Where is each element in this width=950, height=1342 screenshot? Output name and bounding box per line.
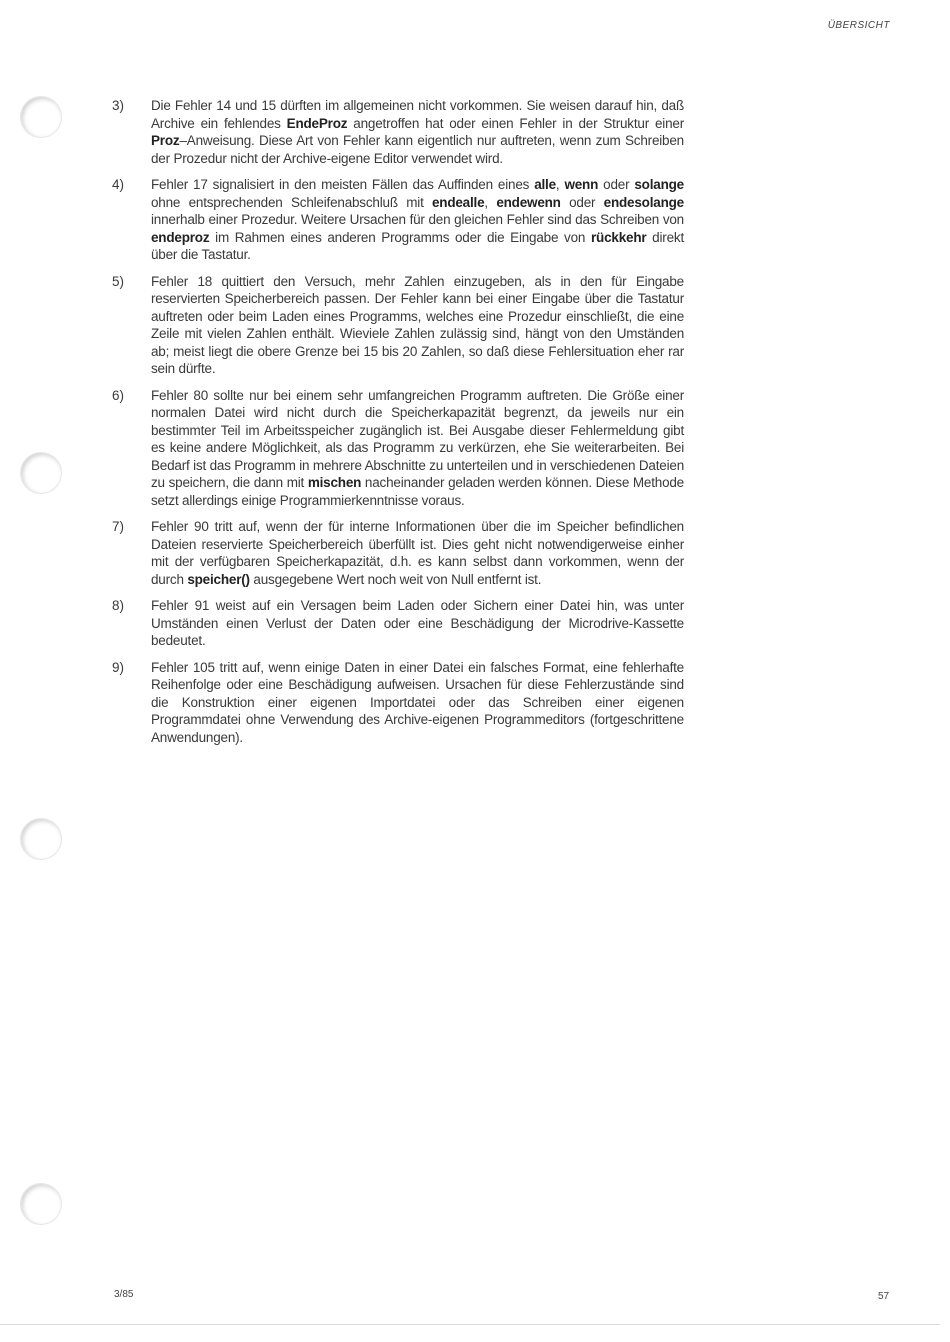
item-text bbox=[151, 518, 684, 588]
text-run: Fehler 17 signalisiert in den meisten Fällen das Auffinden eines bbox=[151, 177, 535, 192]
item-number: 3) bbox=[112, 98, 125, 113]
text-run: oder bbox=[560, 194, 604, 210]
keyword: alle bbox=[534, 177, 556, 192]
keyword: endewenn bbox=[496, 194, 561, 210]
list-item bbox=[112, 387, 684, 510]
keyword: speicher() bbox=[187, 571, 250, 587]
text-run: Die Fehler 14 und 15 dürften im allgemeinen nicht vorkommen. Sie weisen darauf hin, daß Archive ein fehlendes bbox=[151, 98, 684, 131]
keyword: rückkehr bbox=[590, 229, 647, 245]
section-header: ÜBERSICHT bbox=[827, 20, 890, 31]
text-run: , bbox=[484, 194, 497, 210]
punch-hole bbox=[20, 452, 62, 494]
text-run: Fehler 90 tritt auf, wenn der für interne Informationen über die im Speicher befindlichen Dateien reservierte Speicherbereich überfüllt ist. Dies geht nicht notwendigerweise einher mit der verfügbaren Speicherkapazität, d.h. es kann selbst dann vorkommen, wenn der durch bbox=[151, 519, 684, 587]
keyword: endesolange bbox=[603, 194, 684, 210]
item-number: 5) bbox=[112, 273, 125, 289]
keyword: Proz bbox=[151, 133, 180, 148]
keyword: endeproz bbox=[151, 229, 210, 245]
text-run: Fehler 105 tritt auf, wenn einige Daten in einer Datei ein falsches Format, eine fehlerhafte Reihenfolge oder eine Beschädigung aufweisen. Ursachen für diese Fehlerzustände sind die Konstruktion einer eigenen Importdatei oder das Schreiben einer eigenen Programmdatei ohne Verwendung des Archive-eigenen Programmeditors (fortgeschrittene Anwendungen). bbox=[151, 659, 684, 745]
list-item bbox=[112, 518, 684, 588]
item-number: 6) bbox=[112, 387, 125, 403]
text-run: angetroffen hat oder einen Fehler in der Struktur einer bbox=[347, 115, 684, 131]
item-text bbox=[151, 597, 684, 650]
punch-hole bbox=[20, 1183, 62, 1225]
punch-hole bbox=[20, 96, 62, 138]
punch-hole bbox=[20, 818, 62, 860]
list-item bbox=[112, 176, 684, 264]
item-text bbox=[151, 176, 684, 264]
text-run: Fehler 18 quittiert den Versuch, mehr Zahlen einzugeben, als in den für Eingabe reservierten Speicherbereich passen. Der Fehler kann bei einer Eingabe über die Tastatur auftreten oder beim Laden eines Programms, welches eine Prozedur einschließt, die eine Zeile mit vielen Zahlen enthält. Wieviele Zahlen zulässig sind, hängt von den Umständen ab; meist liegt die obere Grenze bei 15 bis 20 Zahlen, so daß diese Fehlersituation eher rar sein dürfte. bbox=[151, 273, 684, 376]
item-text bbox=[151, 387, 684, 510]
text-run: –Anweisung. Diese Art von Fehler kann eigentlich nur auftreten, wenn zum Schreiben der Prozedur nicht der Archive-eigene Editor verwendet wird. bbox=[151, 133, 684, 166]
text-run: Fehler 91 weist auf ein Versagen beim Laden oder Sichern einer Datei hin, was unter Umständen einen Verlust der Daten oder eine Beschädigung der Microdrive-Kassette bedeutet. bbox=[151, 598, 684, 648]
keyword: wenn bbox=[564, 177, 599, 192]
page-edge-line bbox=[0, 1324, 940, 1325]
list-item bbox=[112, 273, 684, 378]
text-run: nacheinander geladen werden können. Diese Methode setzt allerdings einige Programmierkenntnisse voraus. bbox=[151, 475, 684, 508]
list-item bbox=[112, 659, 684, 747]
text-run: im Rahmen eines anderen Programms oder die Eingabe von bbox=[209, 229, 591, 245]
text-run: innerhalb einer Prozedur. Weitere Ursachen für den gleichen Fehler sind das Schreiben von bbox=[151, 212, 684, 227]
keyword: EndeProz bbox=[286, 115, 348, 131]
page-number: 57 bbox=[878, 1291, 890, 1302]
item-number: 7) bbox=[112, 519, 125, 534]
list-item bbox=[112, 97, 684, 167]
item-number: 8) bbox=[112, 598, 125, 613]
list-item bbox=[112, 597, 684, 650]
item-text bbox=[151, 273, 684, 378]
text-run: ohne entsprechenden Schleifenabschluß mit bbox=[151, 194, 432, 210]
item-text bbox=[151, 97, 684, 167]
text-run: , bbox=[555, 177, 565, 192]
item-text bbox=[151, 659, 684, 747]
keyword: mischen bbox=[307, 475, 362, 490]
text-run: oder bbox=[598, 177, 635, 192]
error-notes-list bbox=[112, 97, 684, 755]
keyword: endealle bbox=[431, 194, 485, 210]
text-run: direkt über die Tastatur. bbox=[151, 229, 684, 262]
text-run: ausgegebene Wert noch weit von Null entfernt ist. bbox=[249, 571, 542, 587]
edition-date: 3/85 bbox=[114, 1289, 134, 1300]
item-number: 4) bbox=[112, 177, 125, 192]
keyword: solange bbox=[634, 177, 684, 192]
item-number: 9) bbox=[112, 659, 125, 675]
text-run: Fehler 80 sollte nur bei einem sehr umfangreichen Programm auftreten. Die Größe einer normalen Datei wird nicht durch die Speicherkapazität begrenzt, da jeweils nur ein bestimmter Teil im Arbeitsspeicher zugänglich ist. Bei Ausgabe dieser Fehlermeldung gibt es keine andere Möglichkeit, als das Programm zu verkürzen, ehe Sie weiterarbeiten. Bei Bedarf ist das Programm in mehrere Abschnitte zu unterteilen und in verschiedenen Dateien zu speichern, die dann mit bbox=[151, 387, 685, 490]
